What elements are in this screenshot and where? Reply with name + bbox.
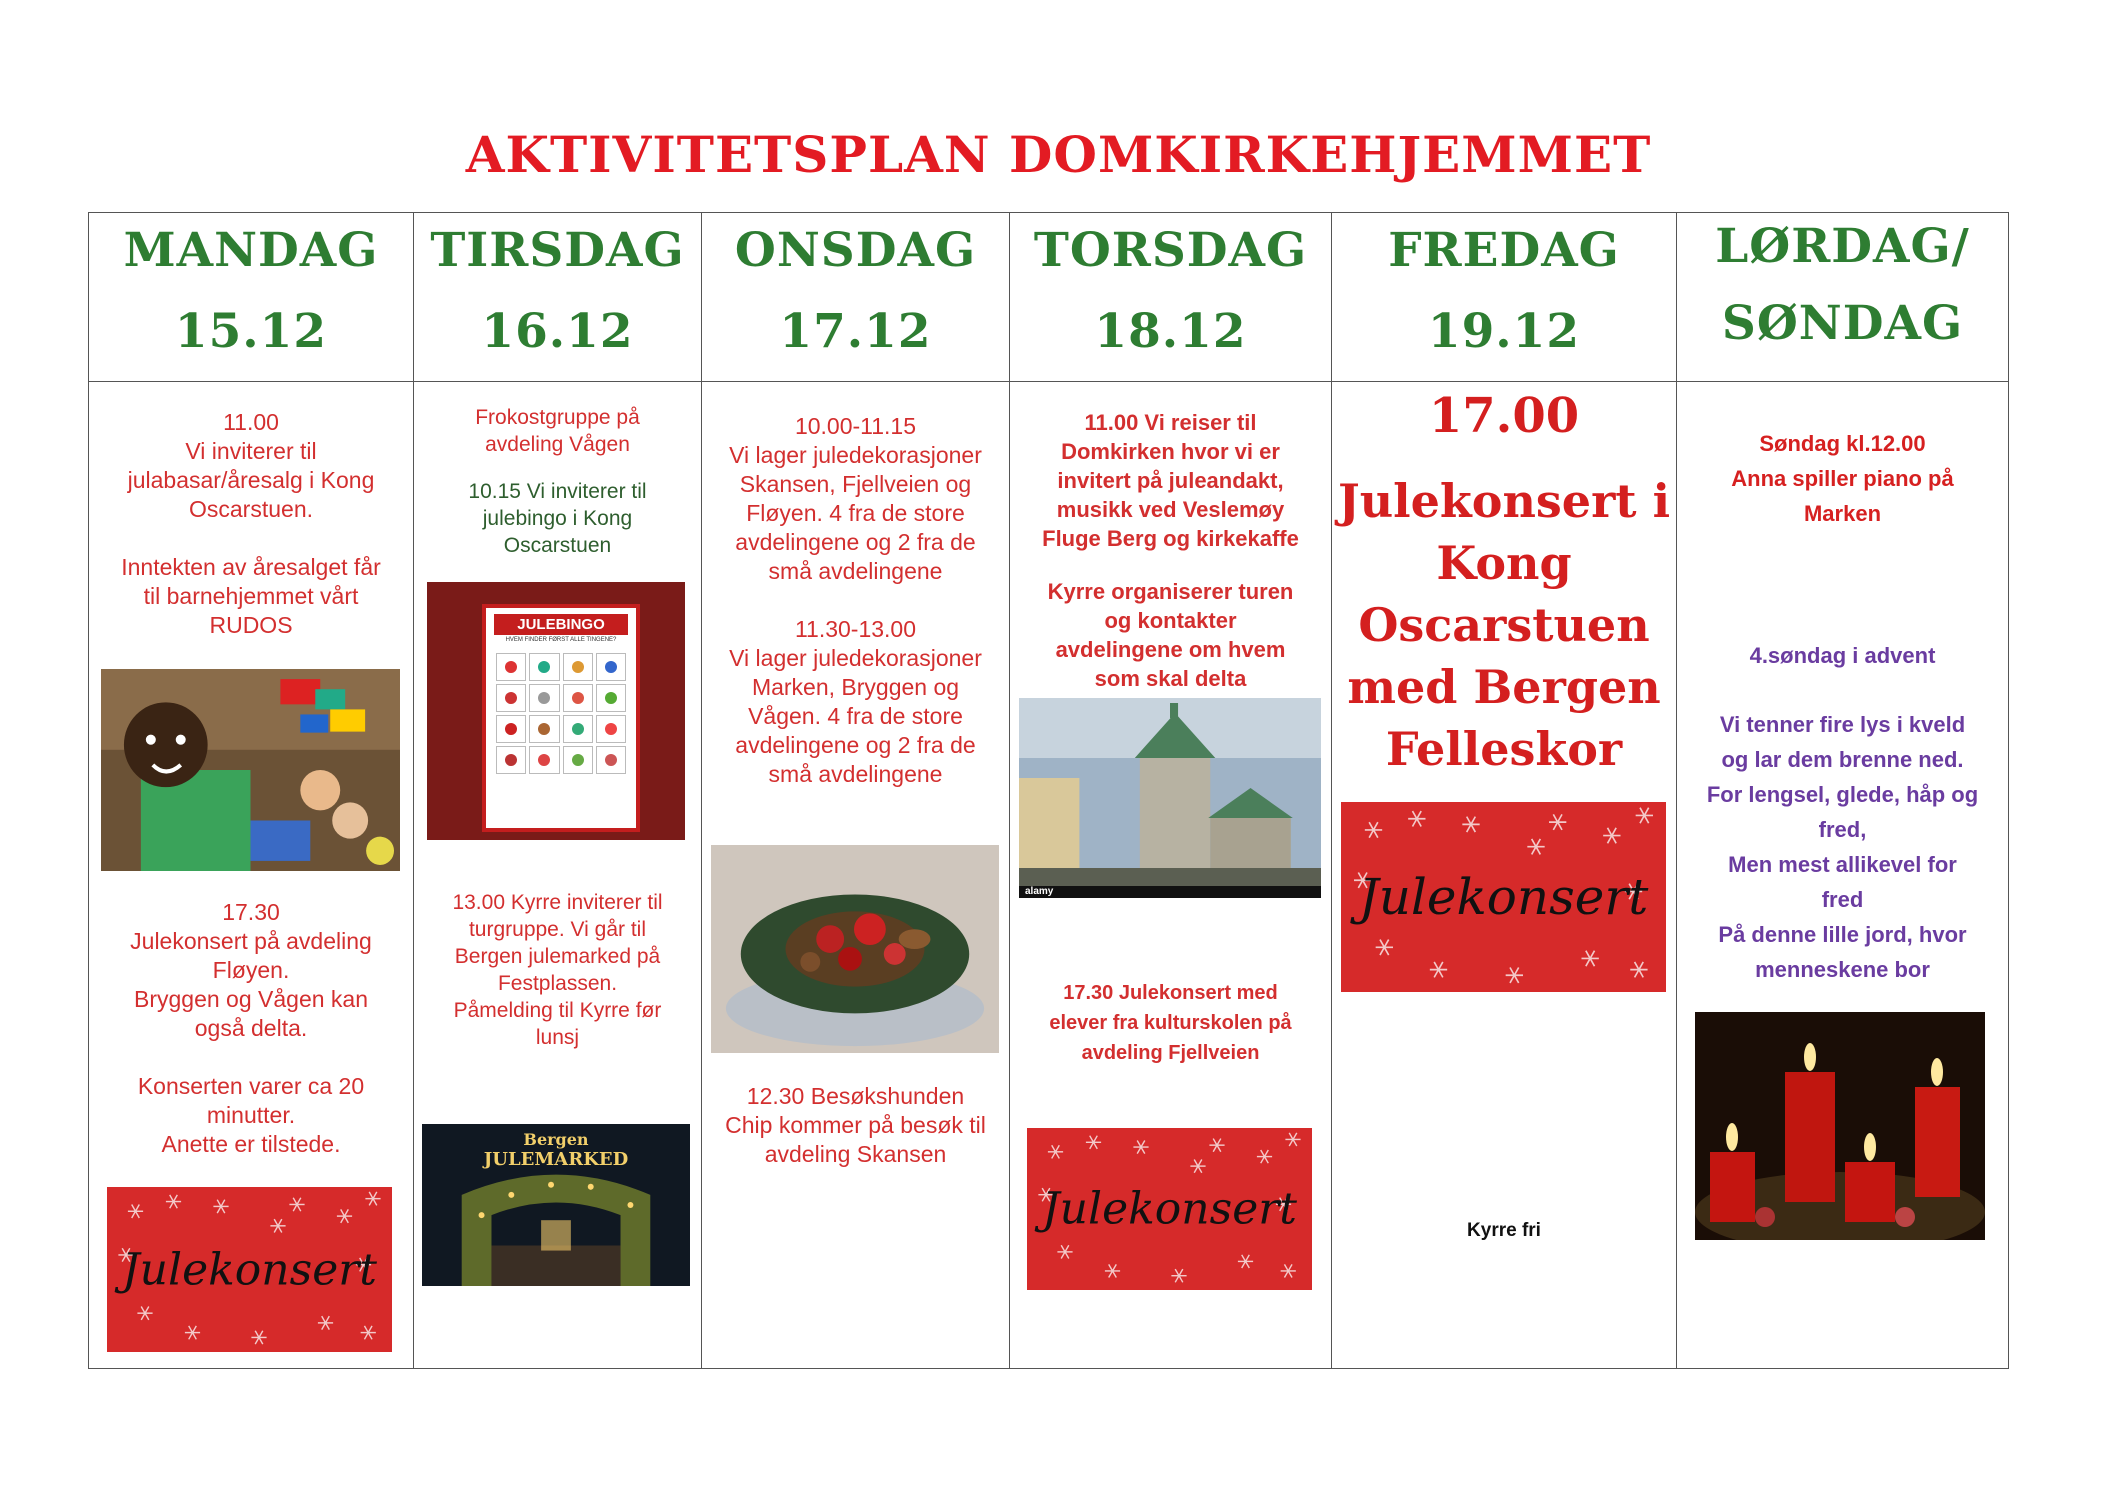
thursday-church-text: 11.00 Vi reiser til Domkirken hvor vi er invitert på juleandakt, musikk ved Veslemøy Fluge Berg og kirkekaffe Kyrre organiserer turen og kontakter avdelingene om hvem som skal delta	[1042, 410, 1299, 691]
snowflake-icon	[1549, 814, 1566, 829]
bingo-square	[496, 684, 526, 712]
tuesday-bingo-text: 10.15 Vi inviterer til julebingo i Kong Oscarstuen	[468, 480, 647, 557]
bingo-square	[529, 653, 559, 681]
snowflake-icon	[361, 1326, 376, 1339]
snowflake-icon	[1603, 828, 1620, 843]
snowflake-icon	[1462, 817, 1479, 832]
tuesday-cell	[414, 382, 702, 1369]
banner-title: Julekonsert	[122, 1244, 377, 1295]
friday-time: 17.00	[1428, 388, 1580, 444]
snowflake-icon	[1636, 808, 1653, 823]
snowflake-icon	[1285, 1133, 1300, 1146]
snowflake-icon	[1209, 1139, 1224, 1152]
monday-concert-text: 17.30 Julekonsert på avdeling Fløyen. Bryggen og Vågen kan også delta. Konserten varer ca 20 minutter. Anette er tilstede.	[130, 899, 372, 1157]
bingo-square	[596, 715, 626, 743]
activity-table	[88, 212, 2009, 1369]
day-header-friday: FREDAG 19.12	[1332, 213, 1677, 382]
snowflake-icon	[1171, 1269, 1186, 1282]
snowflake-icon	[270, 1219, 285, 1232]
snowflake-icon	[1527, 839, 1544, 854]
domkirken-photo	[1019, 698, 1321, 898]
snowflake-icon	[289, 1198, 304, 1211]
day-header-thursday: TORSDAG 18.12	[1010, 213, 1332, 382]
day-header-weekend: LØRDAG/ SØNDAG	[1677, 213, 2009, 382]
snowflake-icon	[1365, 822, 1382, 837]
snowflake-icon	[1238, 1255, 1253, 1268]
julekonsert-banner-monday	[107, 1187, 392, 1352]
snowflake-icon	[1057, 1245, 1072, 1258]
market-sign-line1: Bergen	[523, 1130, 589, 1149]
child-toys-photo	[101, 669, 400, 871]
monday-cell	[89, 382, 414, 1369]
bingo-square	[563, 715, 593, 743]
snowflake-icon	[1506, 967, 1523, 982]
bingo-square	[563, 653, 593, 681]
wednesday-dog-text: 12.30 Besøkshunden Chip kommer på besøk til avdeling Skansen	[725, 1083, 986, 1167]
bingo-square	[563, 684, 593, 712]
bingo-square	[496, 653, 526, 681]
snowflake-icon	[128, 1205, 143, 1218]
snowflake-icon	[213, 1200, 228, 1213]
snowflake-icon	[1408, 811, 1425, 826]
weekend-cell	[1677, 382, 2009, 1369]
snowflake-icon	[337, 1209, 352, 1222]
christmas-decoration-photo	[711, 845, 999, 1053]
banner-title: Julekonsert	[1042, 1183, 1297, 1235]
bingo-subtitle: HVEM FINDER FØRST ALLE TINGENE?	[505, 637, 617, 643]
snowflake-icon	[1105, 1264, 1120, 1277]
banner-title: Julekonsert	[1358, 868, 1649, 926]
bingo-square	[596, 684, 626, 712]
snowflake-icon	[1048, 1145, 1063, 1158]
snowflake-icon	[1430, 962, 1447, 977]
alamy-watermark: alamy	[1025, 886, 1054, 897]
monday-bazaar-text: 11.00 Vi inviterer til julabasar/åresalg i Kong Oscarstuen. Inntekten av åresalget får til barnehjemmet vårt RUDOS	[121, 409, 381, 638]
julemarked-photo	[422, 1124, 690, 1286]
snowflake-icon	[1190, 1160, 1205, 1173]
snowflake-icon	[318, 1316, 333, 1329]
advent-poem: Vi tenner fire lys i kveld og lar dem brenne ned. For lengsel, glede, håp og fred, Men mest allikevel for fred På denne lille jord, hvor menneskene bor	[1706, 712, 1979, 982]
wednesday-cell	[702, 382, 1010, 1369]
bingo-square	[496, 746, 526, 774]
snowflake-icon	[1630, 962, 1647, 977]
tuesday-market-text: 13.00 Kyrre inviterer til turgruppe. Vi går til Bergen julemarked på Festplassen. Påmelding til Kyrre før lunsj	[452, 891, 663, 1049]
friday-note: Kyrre fri	[1467, 1220, 1541, 1241]
advent-heading: 4.søndag i advent	[1749, 643, 1936, 668]
julekonsert-banner-thursday	[1027, 1128, 1312, 1290]
bingo-square	[596, 746, 626, 774]
friday-cell	[1332, 382, 1677, 1369]
julebingo-poster-image	[427, 582, 685, 840]
bingo-square	[596, 653, 626, 681]
sunday-piano-text: Søndag kl.12.00 Anna spiller piano på Marken	[1731, 431, 1954, 526]
advent-candles-photo	[1695, 1012, 1985, 1240]
snowflake-icon	[1281, 1264, 1296, 1277]
thursday-cell	[1010, 382, 1332, 1369]
friday-concert-title: Julekonsert i Kong Oscarstuen med Bergen Felleskor	[1337, 474, 1671, 776]
bingo-square	[563, 746, 593, 774]
snowflake-icon	[1257, 1150, 1272, 1163]
snowflake-icon	[1376, 940, 1393, 955]
snowflake-icon	[251, 1331, 266, 1344]
snowflake-icon	[1086, 1136, 1101, 1149]
snowflake-icon	[365, 1192, 380, 1205]
snowflake-icon	[1582, 951, 1599, 966]
thursday-concert-text: 17.30 Julekonsert med elever fra kulturskolen på avdeling Fjellveien	[1049, 982, 1292, 1064]
bingo-square	[529, 715, 559, 743]
tuesday-breakfast-text: Frokostgruppe på avdeling Vågen	[475, 406, 640, 456]
snowflake-icon	[185, 1326, 200, 1339]
bingo-square	[529, 746, 559, 774]
snowflake-icon	[1133, 1140, 1148, 1153]
page-title: AKTIVITETSPLAN DOMKIRKEHJEMMET	[465, 125, 1652, 184]
day-header-wednesday: ONSDAG 17.12	[702, 213, 1010, 382]
day-header-monday: MANDAG 15.12	[89, 213, 414, 382]
day-header-tuesday: TIRSDAG 16.12	[414, 213, 702, 382]
market-sign-line2: JULEMARKED	[483, 1149, 629, 1170]
bingo-square	[496, 715, 526, 743]
wednesday-decorations-text: 10.00-11.15 Vi lager juledekorasjoner Skansen, Fjellveien og Fløyen. 4 fra de store avdelingene og 2 fra de små avdelingene 11.30-13.00 Vi lager juledekorasjoner Marken, Bryggen og Vågen. 4 fra de store avdelingene og 2 fra de små avdelingene	[729, 413, 982, 787]
bingo-square	[529, 684, 559, 712]
snowflake-icon	[137, 1306, 152, 1319]
snowflake-icon	[166, 1195, 181, 1208]
julekonsert-banner-friday	[1341, 802, 1666, 992]
bingo-title: JULEBINGO	[494, 614, 628, 635]
